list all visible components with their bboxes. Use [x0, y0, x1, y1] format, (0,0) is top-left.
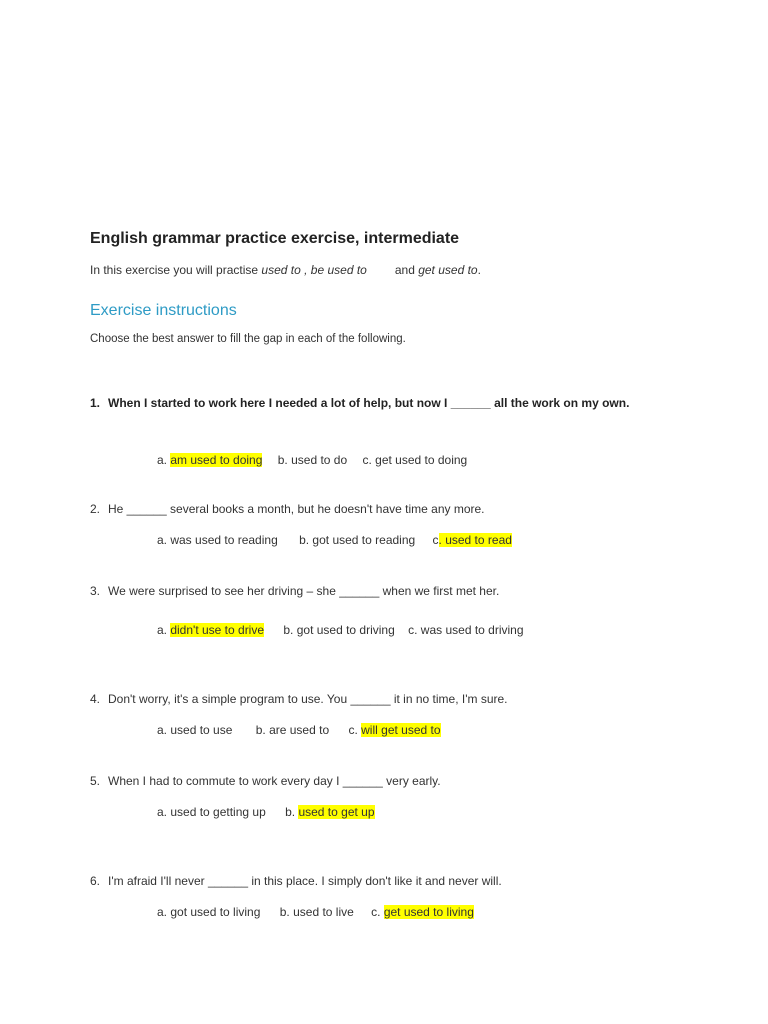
- question-2-options: [157, 533, 512, 547]
- question-text: He ______ several books a month, but he doesn't have time any more.: [108, 502, 485, 516]
- question-5: [90, 774, 441, 788]
- question-6-options: [157, 905, 474, 919]
- option-a: used to getting up: [170, 805, 266, 819]
- question-text: We were surprised to see her driving – she ______ when we first met her.: [108, 584, 500, 598]
- question-number: 4.: [90, 692, 101, 706]
- intro-term-used-to: used to: [261, 263, 301, 277]
- option-b: b. used to do: [277, 453, 348, 467]
- option-prefix: b.: [285, 805, 299, 819]
- intro-separator: ,: [300, 263, 311, 277]
- question-4: [90, 692, 508, 706]
- question-number: 6.: [90, 874, 101, 888]
- option-b-correct: used to get up: [298, 805, 375, 819]
- option-b: b. are used to: [255, 723, 330, 737]
- intro-prefix: In this exercise you will practise: [90, 263, 262, 277]
- page-title: English grammar practice exercise, intermediate: [90, 230, 460, 247]
- question-text: Don't worry, it's a simple program to use. You ______ it in no time, I'm sure.: [108, 692, 508, 706]
- question-number: 1.: [90, 396, 101, 410]
- option-c: c. was used to driving: [408, 623, 524, 637]
- instructions-text: Choose the best answer to fill the gap in each of the following.: [90, 333, 406, 345]
- question-3-options: [157, 623, 524, 637]
- question-text: I'm afraid I'll never ______ in this place. I simply don't like it and never will.: [108, 874, 502, 888]
- option-prefix: c.: [348, 723, 362, 737]
- question-text: When I had to commute to work every day I ______ very early.: [108, 774, 441, 788]
- question-number: 3.: [90, 584, 101, 598]
- intro-text: [90, 263, 481, 277]
- intro-and: and: [394, 263, 419, 277]
- option-prefix: a.: [157, 533, 171, 547]
- option-prefix: a.: [157, 905, 171, 919]
- question-1-options: [157, 453, 467, 467]
- option-a-correct: didn't use to drive: [170, 623, 265, 637]
- question-5-options: [157, 805, 375, 819]
- question-6: [90, 874, 502, 888]
- option-prefix: a.: [157, 723, 171, 737]
- option-a: was used to reading: [170, 533, 278, 547]
- option-b: b. got used to reading: [299, 533, 416, 547]
- option-prefix: a.: [157, 453, 171, 467]
- instructions-heading: Exercise instructions: [90, 302, 237, 319]
- option-a-correct: am used to doing: [170, 453, 263, 467]
- option-a: used to use: [170, 723, 233, 737]
- option-c: c. get used to doing: [362, 453, 468, 467]
- question-number: 2.: [90, 502, 101, 516]
- option-prefix: a.: [157, 623, 171, 637]
- intro-suffix: .: [477, 263, 481, 277]
- question-3: [90, 584, 499, 598]
- option-c-correct: get used to living: [383, 905, 474, 919]
- question-1: [90, 396, 629, 410]
- option-prefix: c.: [371, 905, 384, 919]
- option-a: got used to living: [170, 905, 261, 919]
- question-4-options: [157, 723, 441, 737]
- question-text: When I started to work here I needed a lot of help, but now I ______ all the work on my own.: [108, 396, 630, 410]
- option-c-correct: will get used to: [361, 723, 441, 737]
- option-b: b. used to live: [279, 905, 354, 919]
- option-b: b. got used to driving: [283, 623, 395, 637]
- option-c-correct: . used to read: [438, 533, 512, 547]
- option-prefix: c: [432, 533, 439, 547]
- question-2: [90, 502, 485, 516]
- intro-term-be-used-to: be used to: [310, 263, 367, 277]
- intro-term-get-used-to: get used to: [418, 263, 478, 277]
- question-number: 5.: [90, 774, 101, 788]
- option-prefix: a.: [157, 805, 171, 819]
